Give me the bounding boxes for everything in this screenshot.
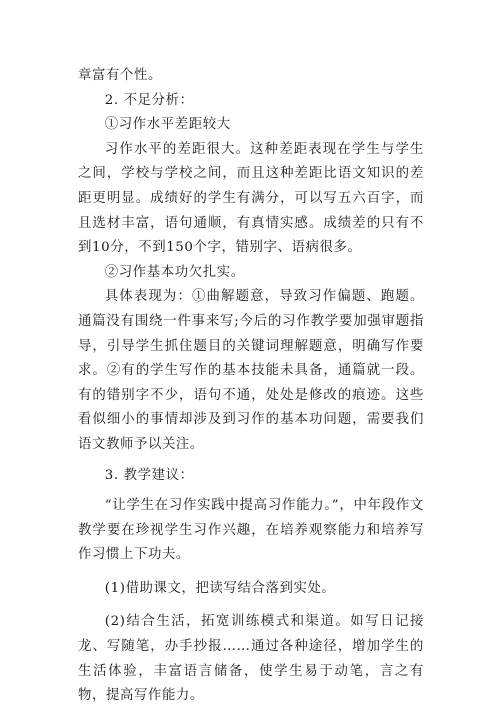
subheading-level-gap: ①习作水平差距较大 <box>104 117 231 133</box>
subheading-basic-skills: ②习作基本功欠扎实。 <box>104 264 245 280</box>
section-heading-suggestions: 3. 教学建议： <box>104 467 194 483</box>
document-body <box>78 64 424 709</box>
paragraph-level-gap: 习作水平的差距很大。这种差距表现在学生与学生之间，学校与学校之间，而且这种差距比语文知识的差距更明显。成绩好的学生有满分，可以写五六百字，而且选材丰富，语句通顺，有真情实感。成绩差的只有不到10分，不到150个字，错别字、语病很多。 <box>78 141 424 256</box>
paragraph-basic-skills: 具体表现为：①曲解题意，导致习作偏题、跑题。通篇没有围绕一件事来写;今后的习作教学要加强审题指导，引导学生抓住题目的关键词理解题意，明确写作要求。②有的学生写作的基本技能未具备，通篇就一段。有的错别字不少，语句不通，处处是修改的痕迹。这些看似细小的事情却涉及到习作的基本功问题，需要我们语文教师予以关注。 <box>78 289 424 452</box>
suggestion-item-2: (2)结合生活，拓宽训练模式和渠道。如写日记接龙、写随笔，办手抄报……通过各种途径，增加学生的生活体验，丰富语言储备，使学生易于动笔，言之有物，提高写作能力。 <box>78 614 424 704</box>
suggestion-item-1: (1)借助课文，把读写结合落到实处。 <box>104 580 336 596</box>
section-heading-shortcomings: 2. 不足分析： <box>104 92 194 108</box>
paragraph-continuation: 章富有个性。 <box>78 68 162 83</box>
paragraph-suggestions-quote: “让学生在习作实践中提高习作能力。”，中年段作文教学要在珍视学生习作兴趣，在培养观察能力和培养写作习惯上下功夫。 <box>78 498 424 563</box>
